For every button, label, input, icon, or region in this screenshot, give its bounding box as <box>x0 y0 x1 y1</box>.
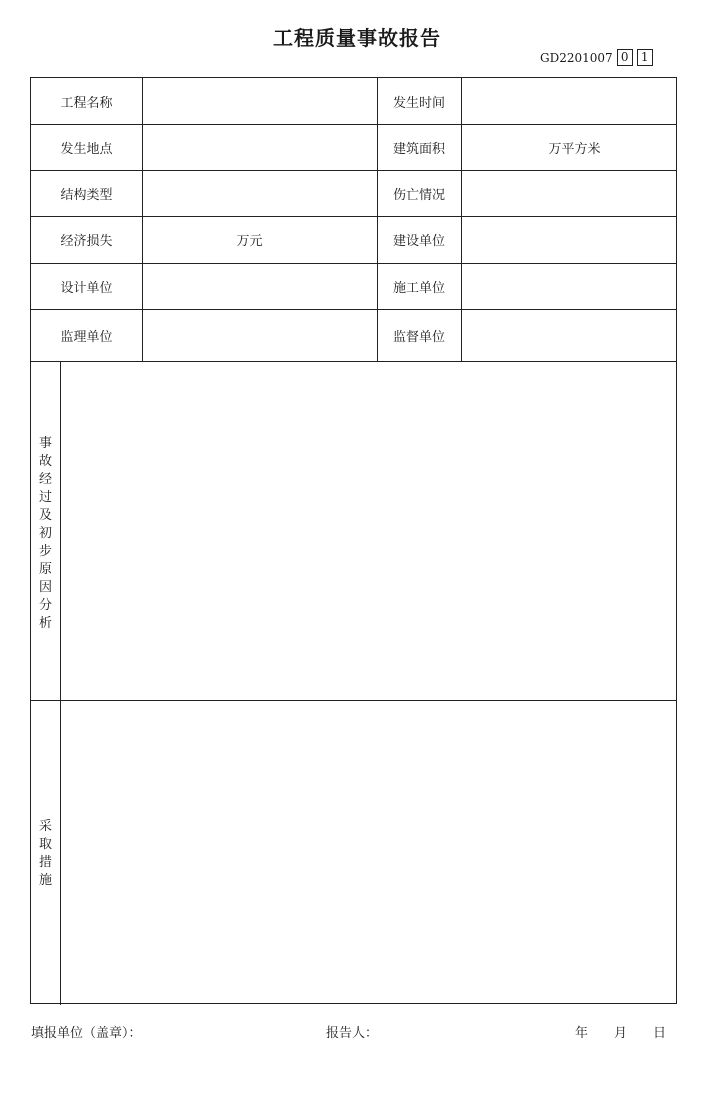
report-table <box>30 77 677 1004</box>
label-occurrence-time: 发生时间 <box>392 95 445 111</box>
field-design-unit[interactable] <box>142 263 377 309</box>
field-contractor-unit[interactable] <box>461 263 678 309</box>
label-accident-analysis <box>31 435 60 633</box>
form-code-box: 0 <box>617 49 633 66</box>
label-design-unit: 设计单位 <box>60 280 113 296</box>
field-construction-unit[interactable] <box>461 216 678 263</box>
field-measures-taken[interactable] <box>60 700 678 1005</box>
vertical-label-char: 施 <box>38 873 52 888</box>
vertical-label-char: 经 <box>38 472 52 487</box>
vertical-label-char: 步 <box>38 544 52 559</box>
vertical-label-char: 及 <box>38 508 52 523</box>
field-building-area[interactable]: 万平方米 <box>548 141 601 157</box>
field-occurrence-time[interactable] <box>461 78 678 124</box>
form-code-box: 1 <box>637 49 653 66</box>
vertical-label-char: 采 <box>38 819 52 834</box>
field-oversight-unit[interactable] <box>461 309 678 361</box>
form-code-number: GD2201007 <box>540 50 613 65</box>
vertical-label-char: 取 <box>38 837 52 852</box>
field-economic-loss[interactable]: 万元 <box>236 234 263 249</box>
label-project-name: 工程名称 <box>60 95 113 111</box>
date-label: 年 月 日 <box>575 1026 667 1041</box>
label-economic-loss: 经济损失 <box>60 234 113 249</box>
vertical-label-char: 分 <box>38 598 52 613</box>
vertical-label-char: 故 <box>38 454 52 469</box>
label-contractor-unit: 施工单位 <box>392 280 445 296</box>
vertical-label-char: 析 <box>38 616 52 631</box>
field-accident-analysis[interactable] <box>60 361 678 700</box>
field-location[interactable] <box>142 124 377 170</box>
label-supervision-unit: 监理单位 <box>60 329 113 345</box>
label-measures-taken <box>31 818 60 890</box>
field-casualties[interactable] <box>461 170 678 216</box>
vertical-label-char: 事 <box>38 436 52 451</box>
vertical-label-char: 初 <box>38 526 52 541</box>
form-code <box>540 49 657 66</box>
field-structure-type[interactable] <box>142 170 377 216</box>
label-oversight-unit: 监督单位 <box>392 329 445 345</box>
label-construction-unit: 建设单位 <box>392 234 445 249</box>
label-structure-type: 结构类型 <box>60 187 113 203</box>
label-building-area: 建筑面积 <box>392 141 445 157</box>
reporter-label: 报告人： <box>326 1026 379 1041</box>
vertical-label-char: 措 <box>38 855 52 870</box>
label-location: 发生地点 <box>60 141 113 157</box>
vertical-label-char: 原 <box>38 562 52 577</box>
vertical-label-char: 过 <box>38 490 52 505</box>
label-casualties: 伤亡情况 <box>392 187 445 203</box>
vertical-label-char: 因 <box>38 580 52 595</box>
filling-unit-label: 填报单位（盖章）： <box>31 1026 142 1041</box>
field-supervision-unit[interactable] <box>142 309 377 361</box>
document-title: 工程质量事故报告 <box>273 26 441 50</box>
field-project-name[interactable] <box>142 78 377 124</box>
